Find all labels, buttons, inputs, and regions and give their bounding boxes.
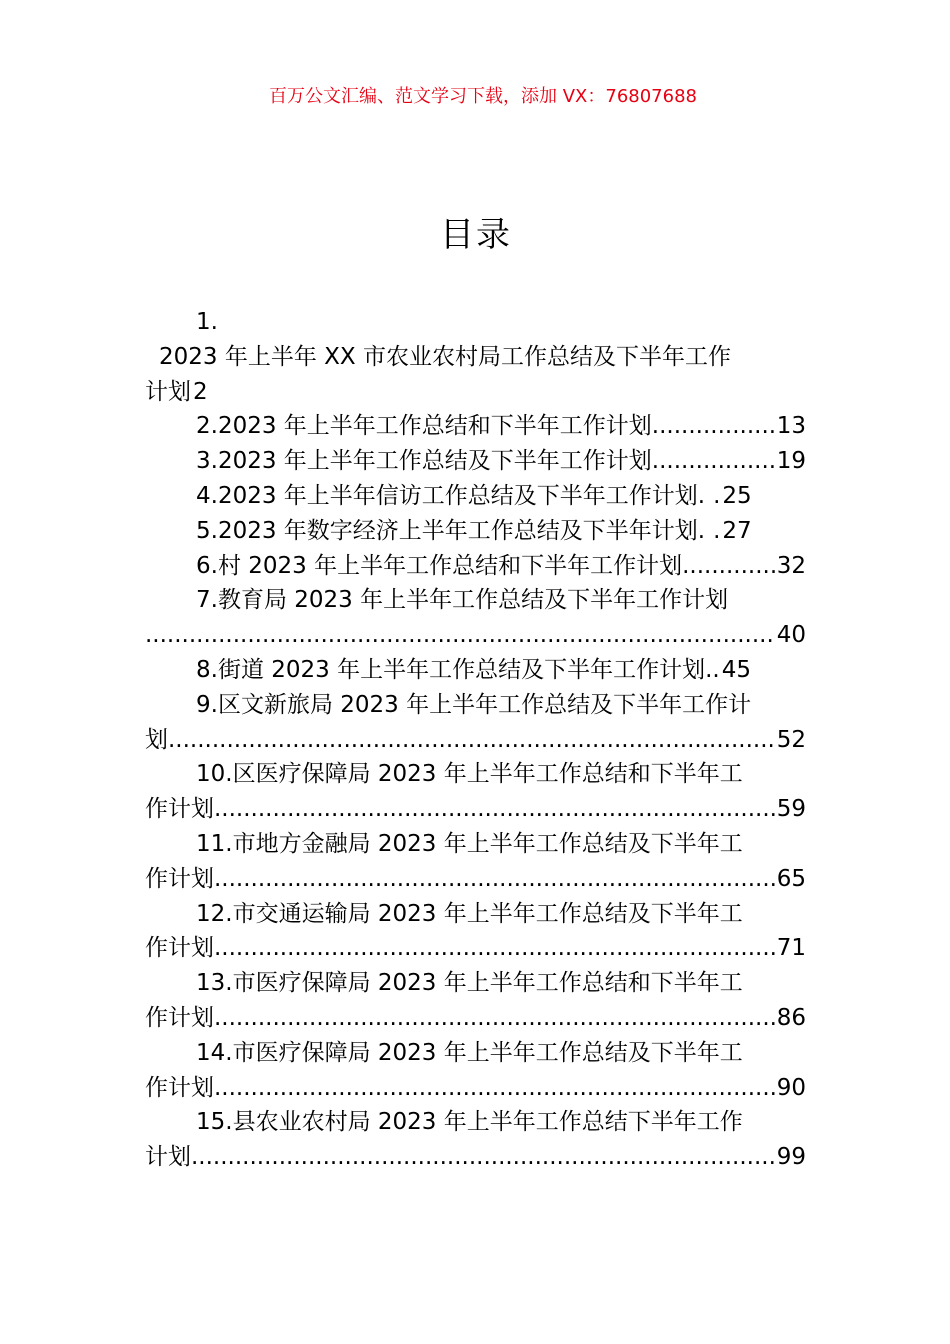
toc-entry-title: 6.村 2023 年上半年工作总结和下半年工作计划 (196, 552, 683, 579)
toc-page-number: 65 (776, 865, 806, 892)
toc-entry-15-title[interactable] (145, 1105, 806, 1140)
toc-entry-1-title[interactable] (145, 340, 806, 375)
toc-page-number: 90 (776, 1074, 806, 1101)
toc-leader-dots (168, 723, 775, 758)
toc-entry-number: 1. (196, 309, 218, 335)
toc-entry-5[interactable] (145, 514, 806, 549)
toc-leader-dots: . (712, 656, 720, 683)
toc-page-number: 45 (721, 656, 752, 683)
toc-entry-title-cont: 划 (145, 726, 168, 753)
toc-page-number: 71 (776, 935, 806, 962)
toc-entry-2[interactable] (145, 409, 806, 444)
toc-entry-title: 15.县农业农村局 2023 年上半年工作总结下半年工作 (196, 1109, 743, 1136)
toc-page-number: 59 (776, 796, 806, 823)
toc-page-number: 52 (776, 726, 806, 753)
toc-leader-dots (191, 1140, 775, 1175)
toc-leader-dots (682, 549, 775, 584)
toc-entry-title-cont: 作计划 (145, 796, 214, 823)
toc-entry-title: 4.2023 年上半年信访工作总结及下半年工作计划. (196, 482, 706, 509)
toc-leader-dots (652, 409, 775, 444)
toc-entry-10-continuation[interactable] (145, 792, 806, 827)
toc-entry-title: 2.2023 年上半年工作总结和下半年工作计划 (196, 413, 652, 440)
toc-entry-title: 13.市医疗保障局 2023 年上半年工作总结和下半年工 (196, 970, 743, 997)
toc-entry-15-continuation[interactable] (145, 1140, 806, 1175)
toc-entry-title: 9.区文新旅局 2023 年上半年工作总结及下半年工作计 (196, 691, 752, 718)
toc-entry-4[interactable] (145, 479, 806, 514)
toc-entry-7-title[interactable] (145, 583, 806, 618)
toc-entry-title: 3.2023 年上半年工作总结及下半年工作计划 (196, 448, 652, 475)
toc-entry-13-title[interactable] (145, 966, 806, 1001)
toc-entry-9-continuation[interactable] (145, 723, 806, 758)
toc-page-number: 99 (776, 1144, 806, 1171)
table-of-contents (145, 305, 806, 1175)
toc-entry-title: 11.市地方金融局 2023 年上半年工作总结及下半年工 (196, 830, 743, 857)
toc-page-number: 25 (722, 482, 752, 509)
page-title: 目录 (440, 215, 512, 255)
toc-leader-dots (145, 618, 775, 653)
toc-entry-12-title[interactable] (145, 897, 806, 932)
toc-entry-title-cont: 作计划 (145, 1074, 214, 1101)
toc-entry-13-continuation[interactable] (145, 1001, 806, 1036)
toc-entry-title-cont: 作计划 (145, 1004, 214, 1031)
toc-page-number: 19 (776, 448, 806, 475)
toc-entry-11-title[interactable] (145, 827, 806, 862)
toc-entry-title-cont: 作计划 (145, 935, 214, 962)
toc-entry-title: 5.2023 年数字经济上半年工作总结及下半年计划. (196, 517, 706, 544)
toc-leader-dots (214, 1071, 775, 1106)
toc-entry-title: 12.市交通运输局 2023 年上半年工作总结及下半年工 (196, 900, 743, 927)
toc-page-number: 13 (776, 413, 806, 440)
header-note: 百万公文汇编、范文学习下载，添加 VX：76807688 (269, 86, 697, 107)
toc-page-number: 32 (776, 552, 806, 579)
toc-leader-dots (214, 862, 775, 897)
toc-entry-6[interactable] (145, 549, 806, 584)
toc-entry-14-title[interactable] (145, 1036, 806, 1071)
toc-entry-title: 10.区医疗保障局 2023 年上半年工作总结和下半年工 (196, 761, 743, 788)
toc-entry-title-cont: 计划 (145, 378, 191, 405)
toc-page-number: 86 (776, 1004, 806, 1031)
toc-entry-title: 7.教育局 2023 年上半年工作总结及下半年工作计划 (196, 587, 729, 614)
toc-page-number: 40 (776, 622, 806, 649)
toc-entry-12-continuation[interactable] (145, 931, 806, 966)
toc-entry-title-cont: 计划 (145, 1144, 191, 1171)
toc-entry-14-continuation[interactable] (145, 1071, 806, 1106)
toc-entry-title: 2023 年上半年 XX 市农业农村局工作总结及下半年工作 (159, 343, 731, 370)
toc-entry-9-title[interactable] (145, 688, 806, 723)
toc-entry-7-continuation[interactable] (145, 618, 806, 653)
toc-entry-8[interactable] (145, 653, 806, 688)
toc-leader-dots: . (713, 517, 721, 544)
toc-entry-1-number[interactable] (145, 305, 806, 340)
toc-entry-title: 14.市医疗保障局 2023 年上半年工作总结及下半年工 (196, 1039, 743, 1066)
toc-entry-10-title[interactable] (145, 757, 806, 792)
toc-leader-dots (652, 444, 775, 479)
toc-entry-title-cont: 作计划 (145, 865, 214, 892)
toc-leader-dots (214, 1001, 775, 1036)
toc-leader-dots (214, 931, 775, 966)
toc-entry-1-continuation[interactable] (145, 375, 806, 410)
toc-entry-title: 8.街道 2023 年上半年工作总结及下半年工作计划. (196, 656, 713, 683)
toc-page-number: 2 (193, 378, 208, 405)
toc-entry-11-continuation[interactable] (145, 862, 806, 897)
toc-entry-3[interactable] (145, 444, 806, 479)
toc-page-number: 27 (722, 517, 752, 544)
toc-leader-dots: . (713, 482, 721, 509)
toc-leader-dots (214, 792, 775, 827)
